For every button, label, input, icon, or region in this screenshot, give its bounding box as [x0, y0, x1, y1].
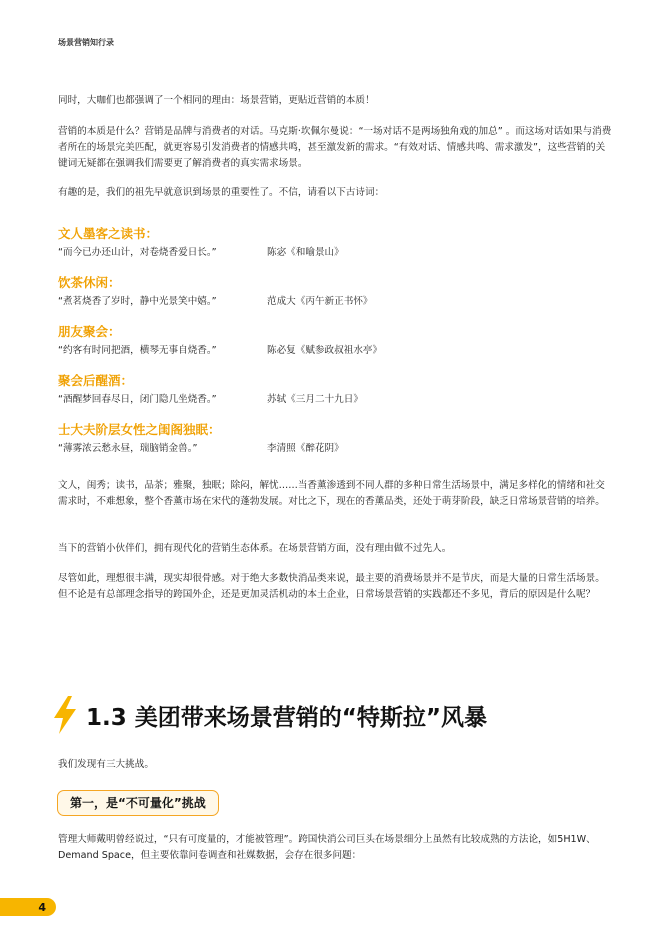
paragraph-reality: 尽管如此，理想很丰满，现实却很骨感。对于绝大多数快消品类来说，最主要的消费场景并不是节庆，而是大量的日常生活场景。但不论是有总部理念指导的跨国外企，还是更加灵活机动的本土企业，日常场景营销的实践都还不多见，背后的原因是什么呢？: [58, 573, 605, 600]
page-number-tab: [0, 898, 56, 916]
challenge-callout: 第一，是“不可量化”挑战: [57, 790, 219, 816]
poem-author: 苏轼《三月二十九日》: [267, 394, 363, 405]
lightning-bolt-icon: [52, 696, 78, 734]
poem-author: 陈必复《赋参政叔祖水亭》: [267, 345, 383, 356]
poem-author: 陈宓《和喻景山》: [267, 247, 344, 258]
paragraph-essence: 同时，大咖们也都强调了一个相同的理由：场景营销，更贴近营销的本质！: [58, 95, 375, 106]
poem-category: 朋友聚会：: [58, 324, 121, 339]
page-number: 4: [38, 900, 46, 914]
paragraph-dialogue: 营销的本质是什么？营销是品牌与消费者的对话。马克斯·坎佩尔曼说：“一场对话不是两场独角戏的加总” 。而这场对话如果与消费者所在的场景完美匹配，就更容易引发消费者的情感共鸣，甚至激发新的需求。“有效对话、情感共鸣、需求激发”，这些营销的关键词无疑都在强调我们需要更了解消费者的真实需求场景。: [58, 126, 612, 169]
paragraph-modern-marketing: 当下的营销小伙伴们，拥有现代化的营销生态体系。在场景营销方面，没有理由做不过先人。: [58, 543, 452, 554]
poem-line: “煮茗烧香了岁时，静中光景笑中嬉。”: [58, 296, 217, 307]
poem-line: “约客有时同把酒，横琴无事自烧香。”: [58, 345, 217, 356]
poem-category: 饮茶休闲：: [58, 275, 121, 290]
paragraph-ancestors: 有趣的是，我们的祖先早就意识到场景的重要性了。不信，请看以下古诗词：: [58, 187, 385, 198]
paragraph-xiangxun: 文人，闺秀；读书，品茶；雅聚，独眠；除闷，解忧……当香薰渗透到不同人群的多种日常生活场景中，满足多样化的情绪和社交需求时，不难想象，整个香薰市场在宋代的蓬勃发展。对比之下，现在的香薰品类，还处于萌芽阶段，缺乏日常场景营销的培养。: [58, 480, 605, 507]
paragraph-deming: 管理大师戴明曾经说过，“只有可度量的，才能被管理”。跨国快消公司巨头在场景细分上虽然有比较成熟的方法论，如5H1W、Demand Space，但主要依靠问卷调查和社媒数据，会存在很多问题：: [58, 834, 596, 861]
running-header: 场景营销知行录: [58, 38, 114, 47]
poem-line: “薄雾浓云愁永昼，瑞脑销金兽。”: [58, 443, 198, 454]
poem-category: 聚会后醒酒：: [58, 373, 134, 388]
section-title: 1.3 美团带来场景营销的“特斯拉”风暴: [86, 704, 487, 731]
paragraph-three-challenges: 我们发现有三大挑战。: [58, 759, 154, 770]
poem-category: 文人墨客之读书：: [58, 226, 159, 241]
poem-line: “酒醒梦回春尽日，闭门隐几坐烧香。”: [58, 394, 217, 405]
poem-author: 李清照《醉花阴》: [267, 443, 344, 454]
poem-category: 士大夫阶层女性之闺阁独眠：: [58, 422, 221, 437]
poem-line: “而今已办还山计，对卷烧香爱日长。”: [58, 247, 217, 258]
section-heading: [52, 696, 487, 734]
poem-author: 范成大《丙午新正书怀》: [267, 296, 373, 307]
